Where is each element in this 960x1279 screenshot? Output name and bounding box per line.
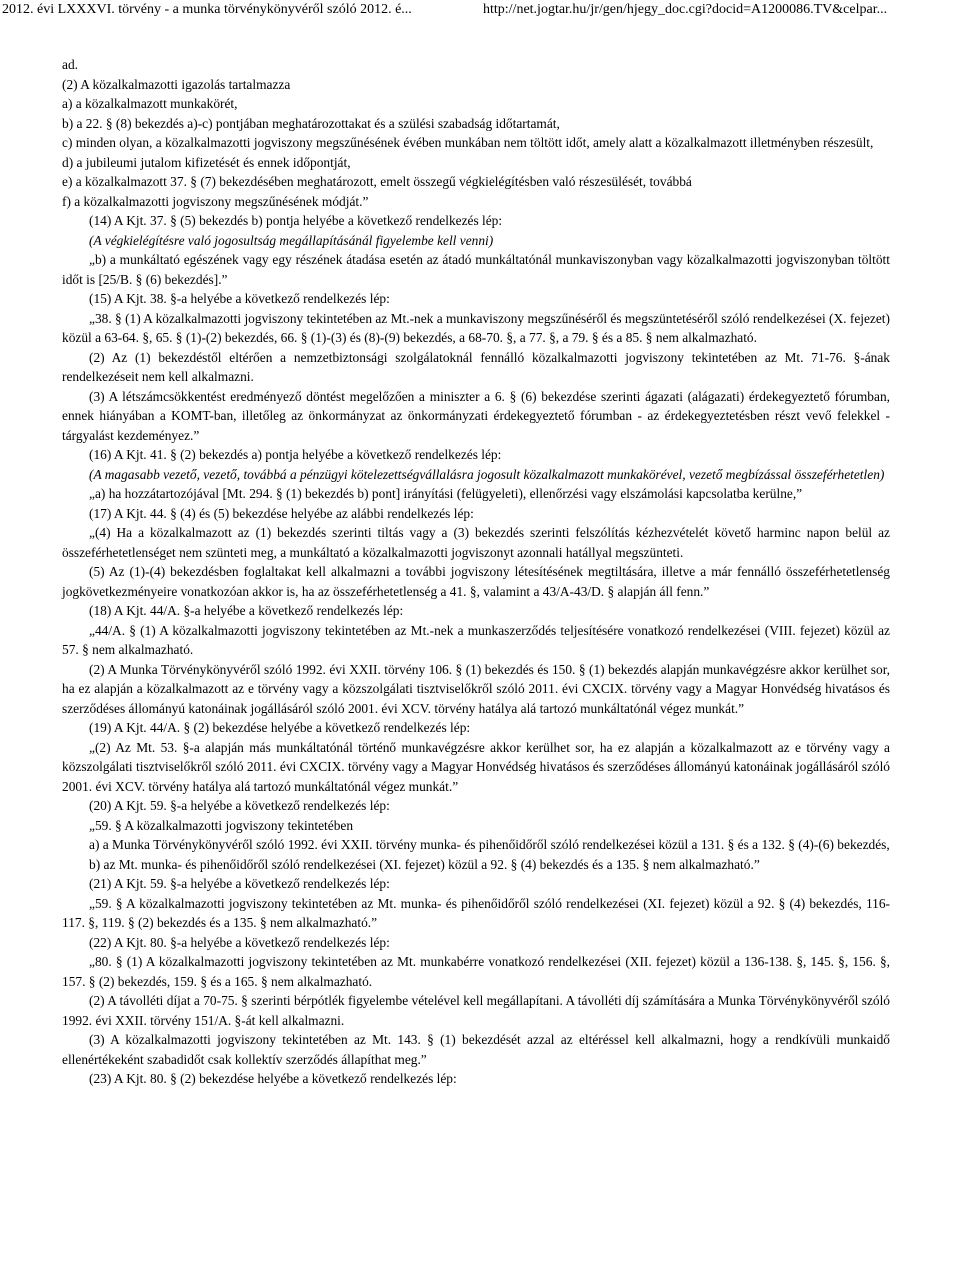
paragraph: f) a közalkalmazotti jogviszony megszűnésének módját.” <box>62 193 369 209</box>
paragraph: „a) ha hozzátartozójával [Mt. 294. § (1) bekezdés b) pont] irányítási (felügyeleti), ellenőrzési vagy elszámolási kapcsolatba kerülne,” <box>89 486 803 501</box>
document-title: 2012. évi LXXXVI. törvény - a munka törvénykönyvéről szóló 2012. é... <box>2 2 412 17</box>
paragraph: (5) Az (1)-(4) bekezdésben foglaltakat kell alkalmazni a további jogviszony létesítésének megtiltására, illetve a már fennálló összeférhetetlenség jogkövetkezményeire vonatkozóan akkor is, ha az összeférhetetlenség a 41. §, valamint a 43/A-43/D. § alapján áll fenn.” <box>62 564 890 599</box>
paragraph: e) a közalkalmazott 37. § (7) bekezdésében meghatározott, emelt összegű végkielégítésben való részesülését, továbbá <box>62 174 692 189</box>
paragraph: (16) A Kjt. 41. § (2) bekezdés a) pontja helyébe a következő rendelkezés lép: <box>89 447 502 462</box>
paragraph: b) az Mt. munka- és pihenőidőről szóló rendelkezései (XI. fejezet) közül a 92. § (4) bekezdés és a 135. § nem alkalmazható.” <box>89 856 760 872</box>
paragraph: „(2) Az Mt. 53. §-a alapján más munkáltatónál történő munkavégzésre akkor kerülhet sor, ha ez alapján a közalkalmazott az e törvény vagy a közszolgálati tisztviselőkről szóló 2011. évi CXCIX. törvény vagy a Magyar Honvédség hivatásos és szerződéses állományú katonáinak jogállásáról szóló 2001. évi XCV. törvény hatálya alá tartozó munkáltatónál végez munkát.” <box>62 739 890 794</box>
paragraph: (14) A Kjt. 37. § (5) bekezdés b) pontja helyébe a következő rendelkezés lép: <box>89 213 503 228</box>
paragraph: b) a 22. § (8) bekezdés a)-c) pontjában meghatározottakat és a szülési szabadság időtartamát, <box>62 115 560 131</box>
print-header <box>0 2 960 22</box>
paragraph: „(4) Ha a közalkalmazott az (1) bekezdés szerinti tiltás vagy a (3) bekezdés szerinti felszólítás kézhezvételét követő harminc napon belül az összeférhetetlenséget nem szünteti meg, a munkáltató a közalkalmazotti jogviszonyt azonnali hatállyal megszünteti. <box>62 525 890 560</box>
paragraph: (18) A Kjt. 44/A. §-a helyébe a következő rendelkezés lép: <box>89 603 404 618</box>
paragraph: c) minden olyan, a közalkalmazotti jogviszony megszűnésének évében munkában nem töltött időt, amely alatt a közalkalmazott illetményben részesült, <box>62 135 874 150</box>
paragraph: (2) Az (1) bekezdéstől eltérően a nemzetbiztonsági szolgálatoknál fennálló közalkalmazotti jogviszony tekintetében az Mt. 71-76. §-ának rendelkezéseit nem kell alkalmazni. <box>62 349 890 384</box>
paragraph: (A magasabb vezető, vezető, továbbá a pénzügyi kötelezettségvállalásra jogosult közalkalmazott munkakörével, vezető megbízással összeférhetetlen) <box>89 466 885 482</box>
paragraph: „80. § (1) A közalkalmazotti jogviszony tekintetében az Mt. munkabérre vonatkozó rendelkezései (XII. fejezet) közül a 136-138. §, 145. §, 156. §, 157. § (2) bekezdés, 159. § és a 165. § nem alkalmazható. <box>62 954 890 989</box>
paragraph: (2) A távolléti díjat a 70-75. § szerinti bérpótlék figyelembe vételével kell megállapítani. A távolléti díj számítására a Munka Törvénykönyvéről szóló 1992. évi XXII. törvény 151/A. §-át kell alkalmazni. <box>62 993 890 1028</box>
paragraph: (20) A Kjt. 59. §-a helyébe a következő rendelkezés lép: <box>89 798 390 813</box>
paragraph: (15) A Kjt. 38. §-a helyébe a következő rendelkezés lép: <box>89 291 390 306</box>
paragraph: (3) A létszámcsökkentést eredményező döntést megelőzően a miniszter a 6. § (6) bekezdése szerinti ágazati (alágazati) érdekegyeztető fórumban, ennek hiányában a KOMT-ban, illetőleg az önkormányzat az önkormányzati érdekegyeztető fórumban - az érdekegyeztetésben részt vevő felekkel - tárgyalást kezdeményez.” <box>62 388 890 443</box>
paragraph: d) a jubileumi jutalom kifizetését és ennek időpontját, <box>62 154 351 170</box>
document-body <box>62 55 890 1089</box>
paragraph: (2) A közalkalmazotti igazolás tartalmazza <box>62 76 291 92</box>
paragraph: (A végkielégítésre való jogosultság megállapításánál figyelembe kell venni) <box>89 232 494 248</box>
paragraph: „b) a munkáltató egészének vagy egy részének átadása esetén az átadó munkáltatónál munkaviszonyban vagy közalkalmazotti jogviszonyban töltött időt is [25/B. § (6) bekezdés].” <box>62 252 890 287</box>
paragraph: (19) A Kjt. 44/A. § (2) bekezdése helyébe a következő rendelkezés lép: <box>89 720 471 735</box>
paragraph: a) a Munka Törvénykönyvéről szóló 1992. évi XXII. törvény munka- és pihenőidőről szóló rendelkezései közül a 131. § és a 132. § (4)-(6) bekezdés, <box>89 837 890 852</box>
paragraph: „59. § A közalkalmazotti jogviszony tekintetében <box>89 817 354 833</box>
document-url: http://net.jogtar.hu/jr/gen/hjegy_doc.cgi?docid=A1200086.TV&celpar... <box>483 2 888 17</box>
paragraph: „38. § (1) A közalkalmazotti jogviszony tekintetében az Mt.-nek a munkaviszony megszűnéséről és megszüntetéséről szóló rendelkezései (X. fejezet) közül a 63-64. §, 65. § (1)-(2) bekezdés, 66. § (1)-(3) és (8)-(9) bekezdés, a 68-70. §, a 77. §, a 79. § és a 85. § nem alkalmazható. <box>62 310 890 345</box>
paragraph: „44/A. § (1) A közalkalmazotti jogviszony tekintetében az Mt.-nek a munkaszerződés teljesítésére vonatkozó rendelkezései (VIII. fejezet) közül az 57. § nem alkalmazható. <box>62 622 890 657</box>
paragraph: ad. <box>62 57 78 72</box>
paragraph: „59. § A közalkalmazotti jogviszony tekintetében az Mt. munka- és pihenőidőről szóló rendelkezései (XI. fejezet) közül a 92. § (4) bekezdés, 116-117. §, 119. § (2) bekezdés és a 135. § nem alkalmazható.” <box>62 895 890 930</box>
paragraph: (23) A Kjt. 80. § (2) bekezdése helyébe a következő rendelkezés lép: <box>89 1071 457 1086</box>
paragraph: a) a közalkalmazott munkakörét, <box>62 96 238 111</box>
paragraph: (21) A Kjt. 59. §-a helyébe a következő rendelkezés lép: <box>89 876 390 891</box>
paragraph: (22) A Kjt. 80. §-a helyébe a következő rendelkezés lép: <box>89 934 390 950</box>
paragraph: (3) A közalkalmazotti jogviszony tekintetében az Mt. 143. § (1) bekezdését azzal az eltéréssel kell alkalmazni, hogy a rendkívüli munkaidő ellenértékeként szabadidőt csak kollektív szerződés állapíthat meg.” <box>62 1032 890 1067</box>
paragraph: (2) A Munka Törvénykönyvéről szóló 1992. évi XXII. törvény 106. § (1) bekezdés és 150. § (1) bekezdés alapján munkavégzésre akkor kerülhet sor, ha ez alapján a közalkalmazott az e törvény vagy a közszolgálati tisztviselőkről szóló 2011. évi CXCIX. törvény vagy a Magyar Honvédség hivatásos és szerződéses állományú katonáinak jogállásáról szóló 2001. évi XCV. törvény hatálya alá tartozó munkáltatónál végez munkát.” <box>62 661 890 716</box>
paragraph: (17) A Kjt. 44. § (4) és (5) bekezdése helyébe az alábbi rendelkezés lép: <box>89 505 474 521</box>
